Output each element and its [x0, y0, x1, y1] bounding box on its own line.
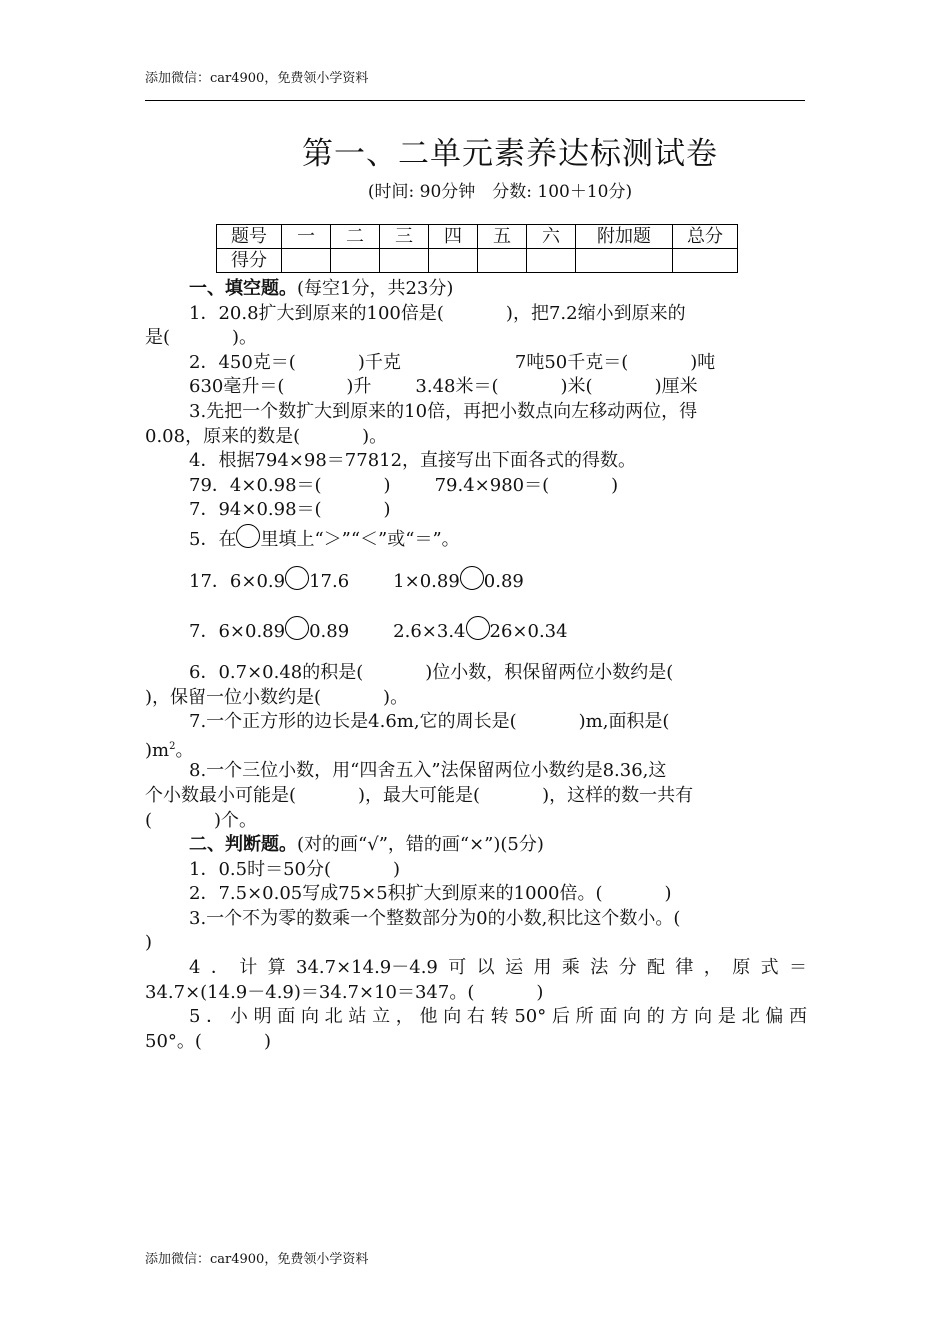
question-text: ) [383, 499, 391, 521]
question-text: 1．0.5时＝50分( [189, 858, 332, 880]
compare-circle[interactable] [466, 616, 490, 640]
question-text: 630毫升＝( [189, 376, 285, 398]
question-text: 是( [145, 327, 171, 349]
section1-heading: 一、填空题。 [189, 278, 297, 299]
circle-icon [236, 524, 260, 548]
question-line [145, 326, 807, 351]
score-cell[interactable] [282, 249, 331, 273]
question-content [145, 277, 807, 1054]
question-text: 7．94×0.98＝( [189, 499, 322, 521]
question-text: 34.7×(14.9－4.9)＝34.7×10＝347。( [145, 981, 475, 1003]
section2-heading-line [145, 833, 807, 858]
question-text: ) [536, 981, 544, 1003]
question-text: 3.一个不为零的数乘一个整数部分为0的小数,积比这个数小。( [189, 907, 681, 929]
question-text: 6．0.7×0.48的积是( [189, 661, 364, 683]
question-line [145, 858, 807, 883]
question-text: 3.先把一个数扩大到原来的10倍，再把小数点向左移动两位，得 [189, 400, 698, 422]
question-line [145, 1005, 807, 1030]
question-text: )m [145, 739, 170, 761]
question-text: 0.08，原来的数是( [145, 425, 301, 447]
question-line [145, 449, 807, 474]
question-text: )吨 [690, 351, 716, 373]
score-table [216, 224, 738, 273]
question-text: 2．450克＝( [189, 351, 296, 373]
question-text: )位小数，积保留两位小数约是( [425, 661, 674, 683]
score-table-header-row [217, 225, 738, 249]
footer-note: 添加微信：car4900，免费领小学资料 [145, 1252, 369, 1267]
question-line [145, 710, 807, 735]
question-line [145, 375, 807, 400]
question-text: 0.89 [483, 570, 524, 592]
question-text: 0.89 [309, 620, 350, 642]
question-line [145, 302, 807, 327]
question-text: 1．20.8扩大到原来的100倍是( [189, 302, 444, 324]
question-text: 79.4×980＝( [434, 474, 550, 496]
question-text: 17．6×0.9 [189, 570, 286, 592]
question-line [145, 686, 807, 711]
question-line [145, 523, 807, 557]
question-text: 3.48米＝( [415, 376, 499, 398]
question-line [145, 882, 807, 907]
question-text: )升 [346, 376, 372, 398]
header-rule [145, 100, 805, 101]
question-line [145, 474, 807, 499]
compare-circle[interactable] [285, 566, 309, 590]
question-line [145, 931, 807, 956]
score-header-cell: 一 [282, 225, 331, 249]
score-cell[interactable] [429, 249, 478, 273]
score-header-cell: 五 [478, 225, 527, 249]
question-text: 4．计算34.7×14.9－4.9可以运用乘法分配律，原式＝ [189, 957, 807, 979]
score-cell[interactable] [478, 249, 527, 273]
question-text: 7吨50千克＝( [514, 351, 629, 373]
question-line [145, 400, 807, 425]
question-text: 4．根据794×98＝77812，直接写出下面各式的得数。 [189, 450, 637, 472]
question-text: 个小数最小可能是( [145, 784, 297, 806]
question-text: )，保留一位小数约是( [145, 686, 322, 708]
section1-heading-line [145, 277, 807, 302]
question-text: ( [145, 809, 153, 831]
question-line [145, 809, 807, 834]
question-line [145, 735, 807, 760]
question-line [145, 956, 807, 981]
score-cell[interactable] [527, 249, 576, 273]
question-text: 17.6 [309, 570, 350, 592]
compare-circle[interactable] [460, 566, 484, 590]
superscript: 2 [169, 740, 176, 752]
section2-note: (对的画“√”，错的画“×”)(5分) [297, 834, 544, 856]
question-text: )。 [232, 327, 258, 349]
question-line [145, 351, 807, 376]
question-text: ) [263, 1030, 271, 1052]
score-header-cell: 总分 [673, 225, 738, 249]
score-header-cell: 题号 [217, 225, 282, 249]
header-note: 添加微信：car4900，免费领小学资料 [145, 71, 369, 86]
page-title: 第一、二单元素养达标测试卷 [302, 136, 718, 172]
score-cell[interactable] [380, 249, 429, 273]
question-line [145, 981, 807, 1006]
score-header-cell: 二 [331, 225, 380, 249]
score-table-score-row [217, 249, 738, 273]
question-line [145, 784, 807, 809]
question-text: 1×0.89 [393, 570, 460, 592]
question-text: ) [611, 474, 619, 496]
question-text: ) [145, 932, 153, 954]
question-text: )，把7.2缩小到原来的 [505, 302, 686, 324]
question-text: )千克 [357, 351, 401, 373]
question-line [145, 1030, 807, 1055]
question-line [145, 907, 807, 932]
question-text: ) [664, 883, 672, 905]
question-text: 26×0.34 [489, 620, 568, 642]
question-text: 。 [175, 739, 194, 761]
question-text: )，这样的数一共有 [542, 784, 694, 806]
page-subtitle: (时间: 90分钟 分数: 100＋10分) [367, 182, 633, 202]
section1-note: (每空1分，共23分) [297, 278, 454, 299]
question-text: 5．小明面向北站立，他向右转50°后所面向的方向是北偏西 [189, 1006, 807, 1028]
question-text: 50°。( [145, 1030, 202, 1052]
question-text: )厘米 [654, 376, 698, 398]
score-cell[interactable] [331, 249, 380, 273]
question-text: )。 [383, 686, 409, 708]
question-line [145, 759, 807, 784]
question-text: )m,面积是( [578, 711, 670, 733]
question-text: )米( [560, 376, 593, 398]
question-line [145, 661, 807, 686]
question-text: 7．6×0.89 [189, 620, 286, 642]
score-cell[interactable] [673, 249, 738, 273]
question-text: 7.一个正方形的边长是4.6m,它的周长是( [189, 711, 517, 733]
question-text: 8.一个三位小数，用“四舍五入”法保留两位小数约是8.36,这 [189, 760, 667, 782]
question-line [145, 498, 807, 523]
question-text: 2．7.5×0.05写成75×5积扩大到原来的1000倍。( [189, 883, 603, 905]
question-text: ) [393, 858, 401, 880]
section2-heading: 二、判断题。 [189, 834, 297, 856]
score-cell[interactable] [576, 249, 673, 273]
question-text: 里填上“＞”“＜”或“＝”。 [260, 528, 460, 550]
question-text: 79．4×0.98＝( [189, 474, 322, 496]
question-line [145, 607, 807, 657]
score-header-cell: 三 [380, 225, 429, 249]
score-header-cell: 四 [429, 225, 478, 249]
score-row-label: 得分 [217, 249, 282, 273]
question-line [145, 425, 807, 450]
question-text: 5．在 [189, 528, 237, 550]
question-text: )，最大可能是( [358, 784, 481, 806]
question-text: ) [383, 474, 391, 496]
score-header-cell: 附加题 [576, 225, 673, 249]
compare-circle[interactable] [285, 616, 309, 640]
question-text: )个。 [214, 809, 258, 831]
score-header-cell: 六 [527, 225, 576, 249]
question-text: )。 [362, 425, 388, 447]
question-text: 2.6×3.4 [393, 620, 466, 642]
question-line [145, 557, 807, 607]
